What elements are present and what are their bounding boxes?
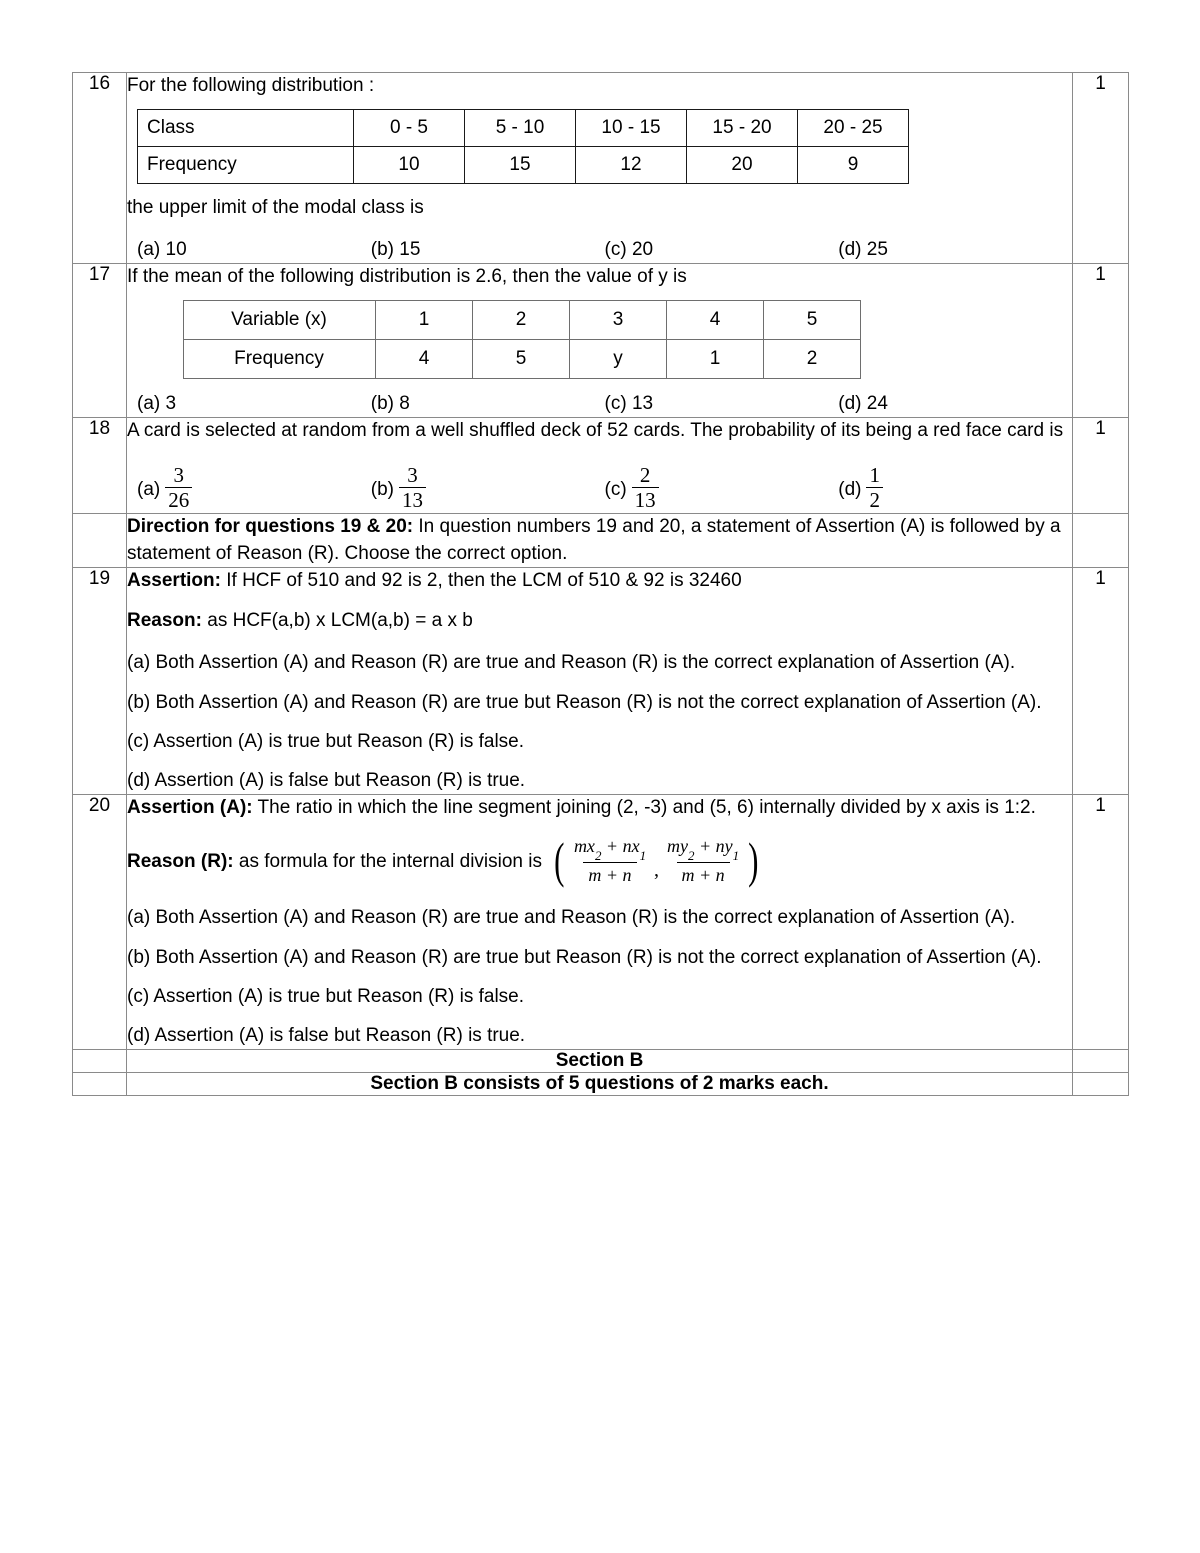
option-16-c[interactable]: [605, 237, 839, 263]
cell-freq-3: 20: [687, 146, 798, 183]
reason-line-19: [127, 608, 1072, 634]
marks-17: 1: [1073, 264, 1129, 418]
cell-freq-1: 5: [473, 340, 570, 379]
question-body-18: [127, 418, 1073, 514]
option-key: (c): [604, 392, 627, 414]
option-key: (c): [604, 238, 627, 260]
section-desc-marks-blank: [1073, 1073, 1129, 1096]
formula-right-fraction: [662, 836, 744, 886]
option-text: 25: [866, 238, 888, 260]
cell-freq-0: 10: [354, 146, 465, 183]
option-19-a[interactable]: (a) Both Assertion (A) and Reason (R) are true and Reason (R) is the correct explanation of Assertion (A).: [127, 652, 1016, 674]
option-17-c[interactable]: [605, 391, 839, 417]
reason-label: Reason (R):: [127, 851, 234, 873]
assertion-label: Assertion (A):: [127, 797, 253, 819]
question-number-18: 18: [73, 418, 127, 514]
option-key: (a): [137, 478, 161, 500]
fraction-denominator: 2: [866, 487, 883, 511]
table-row: [184, 340, 861, 379]
section-desc-number-blank: [73, 1073, 127, 1096]
fraction-numerator: 3: [407, 463, 418, 488]
option-key: (d): [838, 478, 862, 500]
row-label-class: Class: [138, 110, 354, 147]
section-number-blank: [73, 1050, 127, 1073]
options-18: [127, 463, 1072, 513]
option-17-d[interactable]: [838, 391, 1072, 417]
cell-var-2: 3: [570, 301, 667, 340]
option-18-c[interactable]: [604, 463, 839, 513]
question-number-17: 17: [73, 264, 127, 418]
option-18-a[interactable]: [137, 463, 371, 513]
row-label-frequency: Frequency: [138, 146, 354, 183]
distribution-table-16: [137, 109, 909, 184]
option-key: (b): [370, 392, 394, 414]
section-row-b-title: [73, 1050, 1129, 1073]
option-20-d[interactable]: (d) Assertion (A) is false but Reason (R) is true.: [127, 1025, 526, 1047]
assertion-line-20: [127, 795, 1072, 821]
question-prompt-18: A card is selected at random from a well shuffled deck of 52 cards. The probability of its being a red face card is: [127, 420, 1064, 442]
formula-separator: ,: [654, 858, 660, 881]
option-19-c[interactable]: (c) Assertion (A) is true but Reason (R) is false.: [127, 730, 525, 752]
cell-class-3: 15 - 20: [687, 110, 798, 147]
options-17: [127, 391, 1072, 417]
cell-var-3: 4: [667, 301, 764, 340]
question-row-19: [73, 567, 1129, 794]
cell-class-0: 0 - 5: [354, 110, 465, 147]
direction-body: [127, 514, 1073, 567]
table-row: [138, 146, 909, 183]
option-text: 20: [631, 238, 654, 260]
question-subprompt-16: the upper limit of the modal class is: [127, 196, 424, 218]
direction-text: [127, 514, 1072, 566]
question-number-19: 19: [73, 567, 127, 794]
option-text: 24: [866, 392, 888, 414]
cell-class-2: 10 - 15: [576, 110, 687, 147]
open-paren: (: [554, 831, 565, 888]
section-description-b: Section B consists of 5 questions of 2 marks each.: [127, 1073, 1073, 1096]
reason-text: as formula for the internal division is: [233, 851, 542, 873]
table-row: [138, 110, 909, 147]
question-row-16: [73, 73, 1129, 264]
option-20-c[interactable]: (c) Assertion (A) is true but Reason (R) is false.: [127, 985, 525, 1007]
option-19-b[interactable]: (b) Both Assertion (A) and Reason (R) are true but Reason (R) is not the correct explanation of Assertion (A).: [127, 691, 1042, 713]
fraction-denominator: 13: [399, 487, 426, 511]
internal-division-formula: [551, 831, 762, 888]
row-label-variable: Variable (x): [184, 301, 376, 340]
marks-18: 1: [1073, 418, 1129, 514]
question-body-17: [127, 264, 1073, 418]
question-prompt-16: For the following distribution :: [127, 75, 375, 96]
section-row-b-desc: [73, 1073, 1129, 1096]
direction-rest: In question numbers 19 and 20, a statement of Assertion (A) is followed by a statement of Reason (R). Choose the correct option.: [127, 516, 1061, 564]
option-20-a[interactable]: (a) Both Assertion (A) and Reason (R) are true and Reason (R) is the correct explanation of Assertion (A).: [127, 907, 1016, 929]
option-text: 13: [631, 392, 654, 414]
option-key: (d): [838, 238, 862, 260]
option-20-b[interactable]: (b) Both Assertion (A) and Reason (R) are true but Reason (R) is not the correct explanation of Assertion (A).: [127, 946, 1042, 968]
close-paren: ): [748, 831, 759, 888]
section-title-b: Section B: [127, 1050, 1073, 1073]
formula-left-numerator: $mx_2 + nx_1$: [573, 836, 647, 863]
option-text: 10: [165, 238, 187, 260]
assertion-label: Assertion:: [127, 569, 221, 591]
table-row: [184, 301, 861, 340]
question-row-17: [73, 264, 1129, 418]
question-body-16: [127, 73, 1073, 264]
fraction-numerator: 2: [639, 463, 651, 488]
cell-class-4: 20 - 25: [798, 110, 909, 147]
option-text: 3: [165, 392, 177, 414]
assertion-text: If HCF of 510 and 92 is 2, then the LCM of 510 & 92 is 32460: [220, 569, 742, 591]
cell-var-1: 2: [473, 301, 570, 340]
marks-20: 1: [1073, 795, 1129, 1050]
option-16-a[interactable]: [137, 237, 371, 263]
direction-row: [73, 514, 1129, 567]
marks-16: 1: [1073, 73, 1129, 264]
cell-freq-3: 1: [667, 340, 764, 379]
reason-line-20: [127, 831, 1072, 888]
formula-right-denominator: m + n: [677, 862, 730, 886]
formula-right-numerator: $my_2 + ny_1$: [667, 836, 740, 863]
option-key: (d): [838, 392, 862, 414]
distribution-table-17: [183, 300, 861, 379]
assertion-text: The ratio in which the line segment joining (2, -3) and (5, 6) internally divided by x axis is 1:2.: [252, 797, 1036, 819]
cell-freq-1: 15: [465, 146, 576, 183]
question-row-20: [73, 795, 1129, 1050]
option-key: (a): [137, 238, 161, 260]
marks-19: 1: [1073, 567, 1129, 794]
question-row-18: [73, 418, 1129, 514]
row-label-frequency: Frequency: [184, 340, 376, 379]
question-number-20: 20: [73, 795, 127, 1050]
direction-lead: Direction for questions 19 & 20:: [127, 516, 414, 538]
reason-label: Reason:: [127, 610, 202, 632]
fraction-denominator: 13: [632, 487, 659, 511]
fraction-b: [399, 464, 426, 511]
option-19-d[interactable]: (d) Assertion (A) is false but Reason (R) is true.: [127, 769, 526, 791]
fraction-a: [165, 464, 192, 511]
cell-freq-0: 4: [376, 340, 473, 379]
cell-freq-4: 9: [798, 146, 909, 183]
question-prompt-17: If the mean of the following distribution is 2.6, then the value of y is: [127, 266, 687, 288]
question-body-19: [127, 567, 1073, 794]
question-table: [72, 72, 1129, 1096]
option-18-b[interactable]: [370, 463, 605, 513]
cell-freq-2: 12: [576, 146, 687, 183]
formula-left-fraction: [569, 836, 651, 886]
options-16: [127, 237, 1072, 263]
fraction-numerator: 3: [173, 463, 184, 488]
option-text: 15: [399, 238, 421, 260]
fraction-c: [632, 464, 659, 511]
fraction-denominator: 26: [165, 487, 192, 511]
cell-class-1: 5 - 10: [465, 110, 576, 147]
fraction-d: [866, 464, 883, 511]
reason-text: as HCF(a,b) x LCM(a,b) = a x b: [201, 610, 473, 632]
cell-var-4: 5: [764, 301, 861, 340]
cell-freq-4: 2: [764, 340, 861, 379]
direction-marks-blank: [1073, 514, 1129, 567]
fraction-numerator: 1: [869, 463, 880, 488]
cell-var-0: 1: [376, 301, 473, 340]
option-17-b[interactable]: [371, 391, 605, 417]
assertion-line-19: [127, 568, 1072, 594]
option-key: (b): [370, 478, 394, 500]
option-18-d[interactable]: [838, 463, 1072, 513]
option-text: 8: [399, 392, 410, 414]
cell-freq-2: y: [570, 340, 667, 379]
question-number-16: 16: [73, 73, 127, 264]
option-16-d[interactable]: [838, 237, 1072, 263]
option-key: (c): [604, 478, 627, 500]
option-17-a[interactable]: [137, 391, 371, 417]
formula-left-denominator: m + n: [583, 862, 636, 886]
option-key: (a): [137, 392, 161, 414]
option-16-b[interactable]: [371, 237, 605, 263]
option-key: (b): [370, 238, 394, 260]
section-marks-blank: [1073, 1050, 1129, 1073]
direction-number-blank: [73, 514, 127, 567]
question-body-20: [127, 795, 1073, 1050]
